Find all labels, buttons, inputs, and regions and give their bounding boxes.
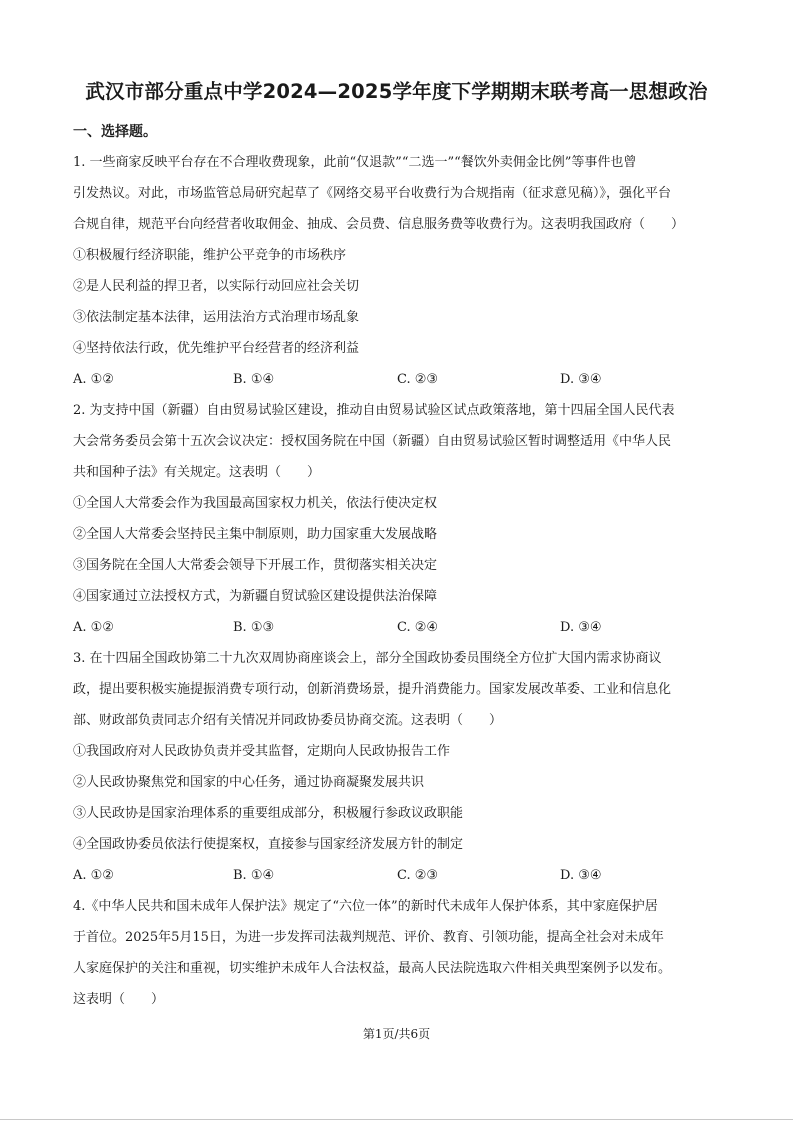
option-a: A. ①②	[73, 620, 114, 635]
question-4-stem-line-4: 这表明（ ）	[73, 992, 165, 1007]
question-3-stem-line-2: 政，提出要积极实施提振消费专项行动，创新消费场景，提升消费能力。国家发展改革委、工业和信息化	[73, 682, 672, 697]
option-c: C. ②④	[397, 620, 439, 635]
question-2-statement-3: ③国务院在全国人大常委会领导下开展工作，贯彻落实相关决定	[73, 558, 438, 573]
page-bottom-divider	[0, 1119, 793, 1120]
question-1-options	[73, 372, 713, 388]
option-c: C. ②③	[397, 868, 439, 883]
question-3-statement-3: ③人民政协是国家治理体系的重要组成部分，积极履行参政议政职能	[73, 806, 464, 821]
question-4-stem-line-2: 于首位。2025年5月15日，为进一步发挥司法裁判规范、评价、教育、引领功能，提高全社会对未成年	[73, 930, 664, 945]
question-2-options	[73, 620, 713, 636]
question-1-statement-1: ①积极履行经济职能，维护公平竞争的市场秩序	[73, 248, 347, 263]
option-b: B. ①③	[233, 620, 275, 635]
option-a: A. ①②	[73, 868, 114, 883]
question-1-stem-line-2: 引发热议。对此，市场监管总局研究起草了《网络交易平台收费行为合规指南（征求意见稿）》，强化平台	[73, 186, 672, 201]
page-title: 武汉市部分重点中学2024—2025学年度下学期期末联考高一思想政治	[85, 80, 708, 103]
question-3-options	[73, 868, 713, 884]
question-3-statement-2: ②人民政协聚焦党和国家的中心任务，通过协商凝聚发展共识	[73, 775, 425, 790]
option-c: C. ②③	[397, 372, 439, 387]
option-d: D. ③④	[560, 372, 602, 387]
option-b: B. ①④	[233, 868, 275, 883]
question-2-stem-line-2: 大会常务委员会第十五次会议决定：授权国务院在中国（新疆）自由贸易试验区暂时调整适用《中华人民	[73, 434, 672, 449]
question-2-stem-line-3: 共和国种子法》有关规定。这表明（ ）	[73, 465, 321, 480]
question-1-statement-2: ②是人民利益的捍卫者，以实际行动回应社会关切	[73, 279, 360, 294]
question-4-stem-line-1: 4.《中华人民共和国未成年人保护法》规定了“六位一体”的新时代未成年人保护体系，其中家庭保护居	[73, 899, 658, 914]
option-d: D. ③④	[560, 620, 602, 635]
question-2-statement-4: ④国家通过立法授权方式，为新疆自贸试验区建设提供法治保障	[73, 589, 438, 604]
question-3-stem-line-3: 部、财政部负责同志介绍有关情况并同政协委员协商交流。这表明（ ）	[73, 713, 503, 728]
option-a: A. ①②	[73, 372, 114, 387]
question-4-stem-line-3: 人家庭保护的关注和重视，切实维护未成年人合法权益，最高人民法院选取六件相关典型案例予以发布。	[73, 961, 672, 976]
question-1-statement-4: ④坚持依法行政，优先维护平台经营者的经济利益	[73, 341, 360, 356]
page-footer: 第1页/共6页	[362, 1027, 431, 1041]
question-1-stem-line-3: 合规自律，规范平台向经营者收取佣金、抽成、会员费、信息服务费等收费行为。这表明我国政府（ ）	[73, 217, 685, 232]
option-b: B. ①④	[233, 372, 275, 387]
question-2-statement-2: ②全国人大常委会坚持民主集中制原则，助力国家重大发展战略	[73, 527, 438, 542]
question-1-stem-line-1: 1. 一些商家反映平台存在不合理收费现象，此前“仅退款”“二选一”“餐饮外卖佣金比例”等事件也曾	[73, 155, 637, 170]
section-heading: 一、选择题。	[73, 124, 157, 140]
option-d: D. ③④	[560, 868, 602, 883]
question-1-statement-3: ③依法制定基本法律，运用法治方式治理市场乱象	[73, 310, 360, 325]
question-3-statement-4: ④全国政协委员依法行使提案权，直接参与国家经济发展方针的制定	[73, 837, 464, 852]
question-2-statement-1: ①全国人大常委会作为我国最高国家权力机关，依法行使决定权	[73, 496, 438, 511]
question-2-stem-line-1: 2. 为支持中国（新疆）自由贸易试验区建设，推动自由贸易试验区试点政策落地，第十四届全国人民代表	[73, 403, 675, 418]
question-3-stem-line-1: 3. 在十四届全国政协第二十九次双周协商座谈会上，部分全国政协委员围绕全方位扩大国内需求协商议	[73, 651, 662, 666]
question-3-statement-1: ①我国政府对人民政协负责并受其监督，定期向人民政协报告工作	[73, 744, 451, 759]
